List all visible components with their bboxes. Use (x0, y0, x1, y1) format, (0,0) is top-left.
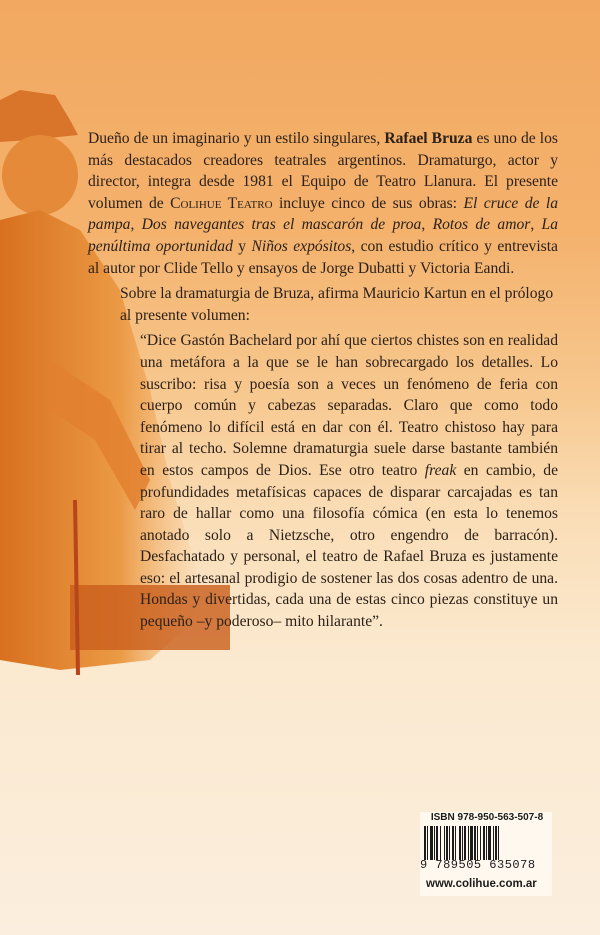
barcode-bar (444, 826, 445, 860)
barcode-bar (446, 826, 448, 860)
barcode-bar (474, 826, 476, 860)
barcode-bar (468, 826, 469, 860)
barcode-bar (424, 826, 426, 860)
barcode-bar (498, 826, 499, 860)
back-cover-text (88, 128, 558, 633)
isbn-label: ISBN 978-950-563-507-8 (430, 812, 544, 823)
separator: , (530, 216, 542, 234)
intro-text-4: , con estudio crítico y entrevista al autor por Clide Tello y ensayos de Jorge Dubatti y Victoria Eandi. (88, 237, 558, 277)
barcode-bar (430, 826, 433, 860)
separator: , (130, 216, 142, 234)
barcode-bar (462, 826, 463, 860)
barcode-bar (459, 826, 461, 860)
barcode-bar (493, 826, 494, 860)
series-name: Colihue Teatro (170, 194, 273, 212)
barcode-bar (464, 826, 466, 860)
play-title: La penúltima oportunidad (88, 216, 559, 255)
author-name: Rafael Bruza (384, 130, 473, 147)
intro-text-1: Dueño de un imaginario y un estilo singulares, (88, 130, 385, 147)
quote-freak: freak (424, 461, 457, 479)
barcode-bar (427, 826, 428, 860)
barcode-bar (488, 826, 491, 860)
barcode-bar (452, 826, 454, 860)
play-title: Dos navegantes tras el mascarón de proa (141, 216, 422, 234)
separator: , (421, 216, 433, 234)
barcode-bar (434, 826, 435, 860)
quote-text-1: “Dice Gastón Bachelard por ahí que ciertos chistes son en realidad una metáfora a la que se le han sobrecargado los detalles. Lo suscribo: risa y poesía son a veces un fenómeno de feria con cuerpo común y cabezas separadas. Claro que como todo fenómeno lo difícil está en dar con él. Teatro chistoso hay para tirar al techo. Solemne dramaturgia suele darse bastante también en estos campos de Dios. Ese otro teatro (140, 332, 558, 479)
intro-paragraph (88, 128, 558, 279)
barcode-bar (449, 826, 450, 860)
barcode-bar (455, 826, 456, 860)
barcode-digits: 9 789505 635078 (420, 858, 536, 872)
hat-shape (0, 90, 78, 142)
kartun-intro: Sobre la dramaturgia de Bruza, afirma Mauricio Kartun en el prólogo al presente volumen: (120, 285, 554, 324)
barcode-bar (495, 826, 497, 860)
barcode-bar (470, 826, 473, 860)
kartun-quote (88, 330, 558, 632)
barcode-bar (440, 826, 441, 860)
intro-text-3: incluye cinco de sus obras: (272, 194, 464, 212)
barcode-bar (477, 826, 478, 860)
play-title: Rotos de amor (432, 216, 531, 234)
barcode-bar (486, 826, 487, 860)
intro-text-2: es uno de los más destacados creadores teatrales argentinos. Dramaturgo, actor y director, integra desde 1981 el Equipo de Teatro Llanura. El presente volumen de (88, 130, 558, 212)
barcode-bar (436, 826, 438, 860)
barcode-bar (483, 826, 485, 860)
barcode-bars (422, 826, 550, 860)
head-shape (2, 135, 78, 215)
play-title: El cruce de la pampa (88, 194, 558, 234)
barcode-bar (480, 826, 481, 860)
separator: y (232, 237, 252, 255)
website-url: www.colihue.com.ar (426, 878, 537, 890)
quote-text-2: en cambio, de profundidades metafísicas capaces de disparar carcajadas es tan raro de hallar como una filosofía cómica (en esta lo tenemos anotado solo a Nietzsche, otro engendro de barracón). Desfachatado y personal, el teatro de Rafael Bruza es justamente eso: el artesanal prodigio de sostener las dos cosas adentro de una. Hondas y divertidas, cada una de estas cinco piezas constituye un pequeño –y poderoso– mito hilarante”. (140, 461, 558, 631)
play-title: Niños expósitos (251, 237, 352, 255)
